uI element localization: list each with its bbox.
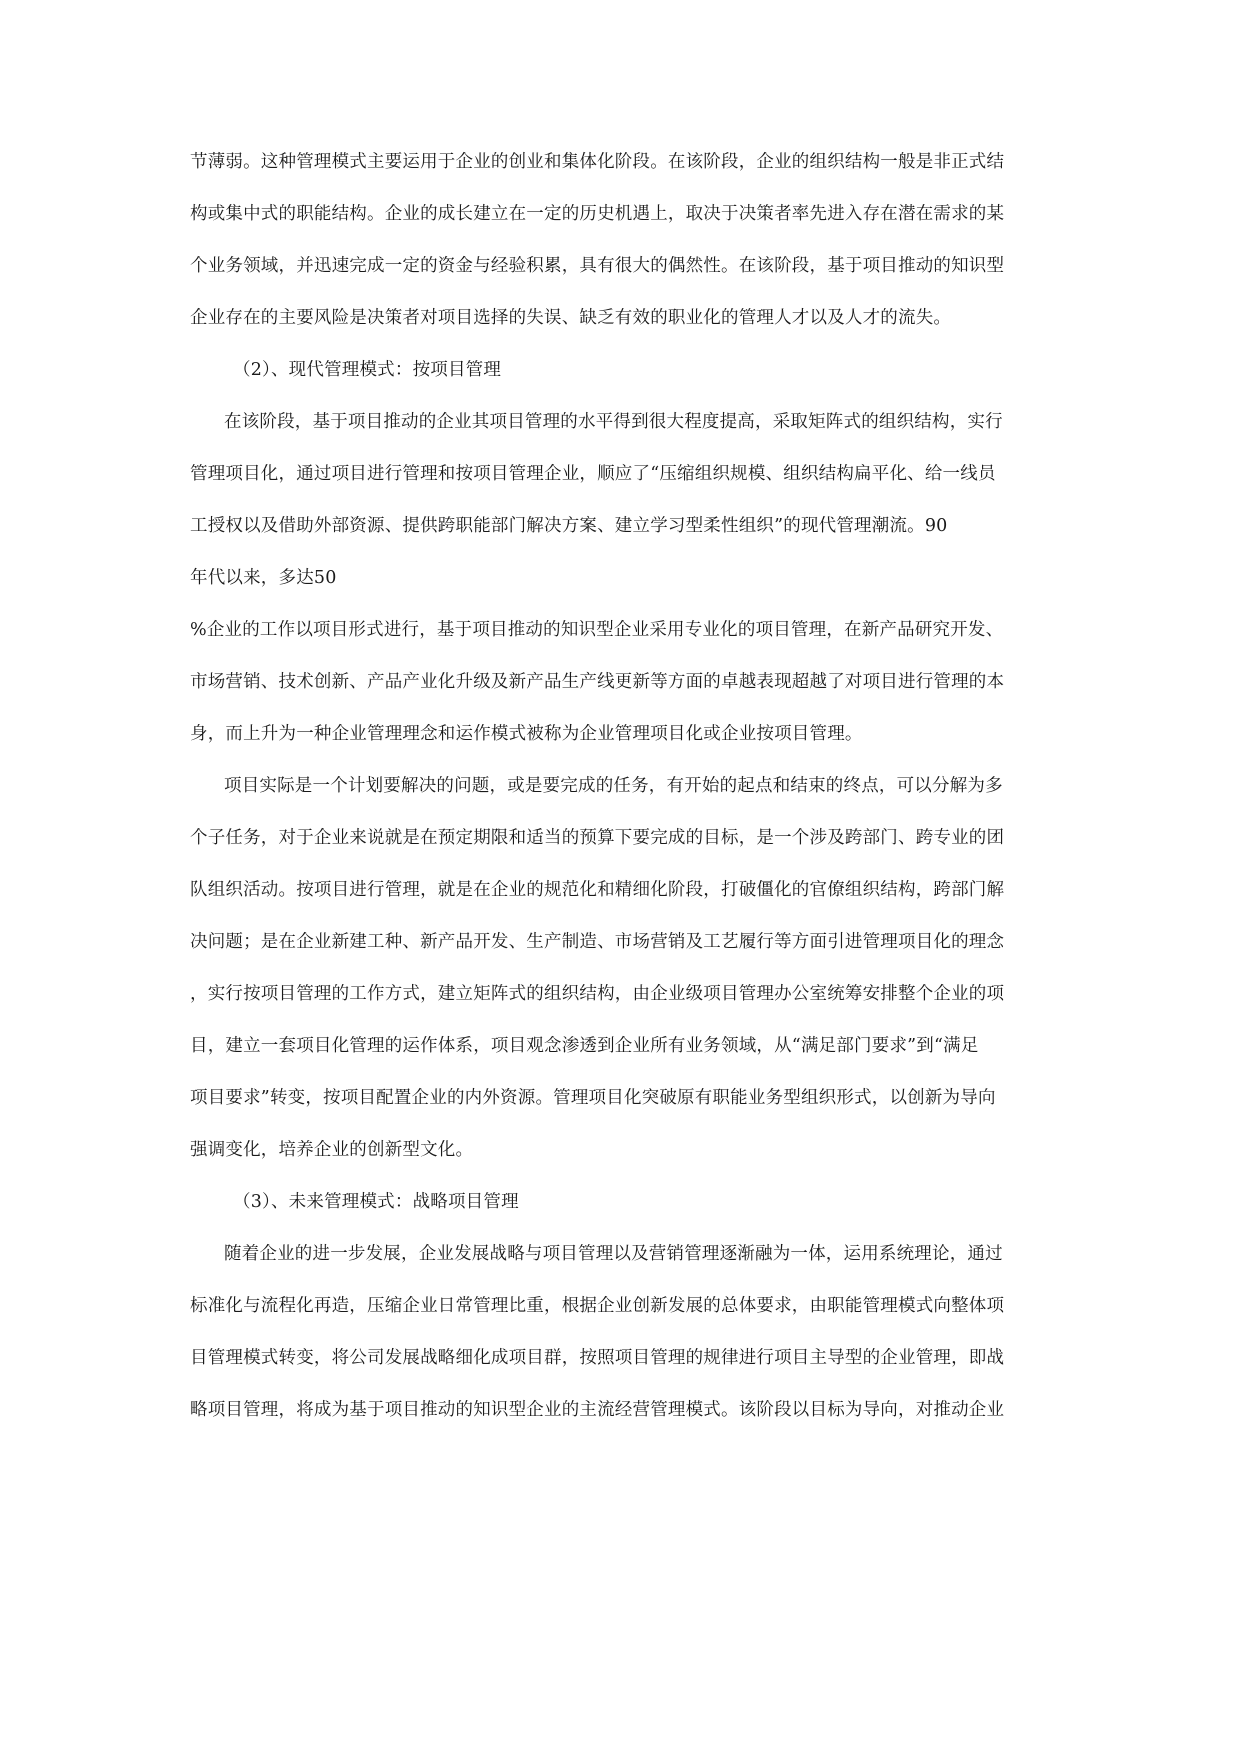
text-line: 略项目管理，将成为基于项目推动的知识型企业的主流经营管理模式。该阶段以目标为导向，对推动企业 bbox=[190, 1400, 1005, 1420]
text-line: 个业务领域，并迅速完成一定的资金与经验积累，具有很大的偶然性。在该阶段，基于项目推动的知识型 bbox=[190, 256, 1005, 276]
text-line: 项目要求”转变，按项目配置企业的内外资源。管理项目化突破原有职能业务型组织形式，以创新为导向 bbox=[190, 1088, 996, 1108]
text-line: 年代以来，多达50 bbox=[190, 568, 337, 588]
text-line: 节薄弱。这种管理模式主要运用于企业的创业和集体化阶段。在该阶段，企业的组织结构一般是非正式结 bbox=[190, 152, 1005, 172]
text-line: 队组织活动。按项目进行管理，就是在企业的规范化和精细化阶段，打破僵化的官僚组织结构，跨部门解 bbox=[190, 880, 1005, 900]
text-line: 目管理模式转变，将公司发展战略细化成项目群，按照项目管理的规律进行项目主导型的企业管理，即战 bbox=[190, 1348, 1005, 1368]
paragraph-first-line: 项目实际是一个计划要解决的问题，或是要完成的任务，有开始的起点和结束的终点，可以分解为多 bbox=[224, 776, 1003, 796]
text-line: 标准化与流程化再造，压缩企业日常管理比重，根据企业创新发展的总体要求，由职能管理模式向整体项 bbox=[190, 1296, 1005, 1316]
text-line: ，实行按项目管理的工作方式，建立矩阵式的组织结构，由企业级项目管理办公室统筹安排整个企业的项 bbox=[190, 984, 1005, 1004]
paragraph-first-line: 在该阶段，基于项目推动的企业其项目管理的水平得到很大程度提高，采取矩阵式的组织结构，实行 bbox=[224, 412, 1003, 432]
text-line: 管理项目化，通过项目进行管理和按项目管理企业，顺应了“压缩组织规模、组织结构扁平化、给一线员 bbox=[190, 464, 996, 484]
section-heading: （2）、现代管理模式：按项目管理 bbox=[233, 360, 502, 380]
text-line: %企业的工作以项目形式进行，基于项目推动的知识型企业采用专业化的项目管理，在新产品研究开发、 bbox=[190, 620, 1004, 640]
text-line: 市场营销、技术创新、产品产业化升级及新产品生产线更新等方面的卓越表现超越了对项目进行管理的本 bbox=[190, 672, 1005, 692]
text-line: 构或集中式的职能结构。企业的成长建立在一定的历史机遇上，取决于决策者率先进入存在潜在需求的某 bbox=[190, 204, 1005, 224]
text-line: 企业存在的主要风险是决策者对项目选择的失误、缺乏有效的职业化的管理人才以及人才的流失。 bbox=[190, 308, 952, 328]
text-line: 身，而上升为一种企业管理理念和运作模式被称为企业管理项目化或企业按项目管理。 bbox=[190, 724, 863, 744]
text-line: 目，建立一套项目化管理的运作体系，项目观念渗透到企业所有业务领域，从“满足部门要求”到“满足 bbox=[190, 1036, 979, 1056]
section-heading: （3）、未来管理模式：战略项目管理 bbox=[233, 1192, 519, 1212]
text-line: 决问题；是在企业新建工种、新产品开发、生产制造、市场营销及工艺履行等方面引进管理项目化的理念 bbox=[190, 932, 1005, 952]
text-line: 强调变化，培养企业的创新型文化。 bbox=[190, 1140, 474, 1160]
text-line: 工授权以及借助外部资源、提供跨职能部门解决方案、建立学习型柔性组织”的现代管理潮流。90 bbox=[190, 516, 948, 536]
paragraph-first-line: 随着企业的进一步发展，企业发展战略与项目管理以及营销管理逐渐融为一体，运用系统理论，通过 bbox=[224, 1244, 1003, 1264]
text-line: 个子任务，对于企业来说就是在预定期限和适当的预算下要完成的目标，是一个涉及跨部门、跨专业的团 bbox=[190, 828, 1005, 848]
